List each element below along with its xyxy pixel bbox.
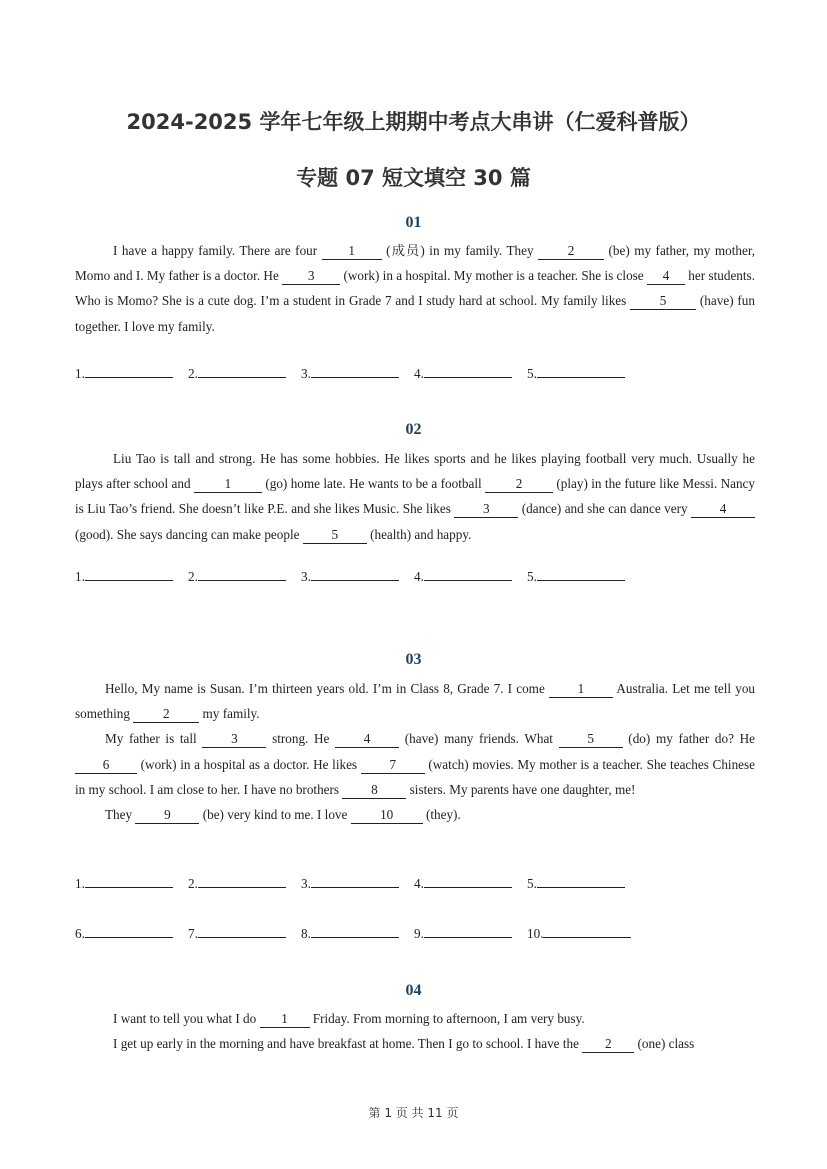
- answer-slot[interactable]: 5.: [527, 874, 640, 892]
- blank[interactable]: 2: [485, 476, 553, 493]
- answer-slot[interactable]: 6.: [75, 924, 188, 942]
- passage-paragraph: I have a happy family. There are four 1 (成员) in my family. They 2 (be) my father, my mother, Momo and I. My father is a doctor. He 3 (work) in a hospital. My mother is a teacher. She is close 4 her students. Who is Momo? She is a cute dog. I’m a student in Grade 7 and I study hard at school. My family likes 5 (have) fun together. I love my family.: [75, 243, 756, 334]
- blank[interactable]: 4: [647, 268, 685, 285]
- passage: [75, 676, 755, 827]
- blank[interactable]: 4: [335, 731, 399, 748]
- blank[interactable]: 10: [351, 807, 423, 824]
- answer-slot[interactable]: 1.: [75, 567, 188, 585]
- answer-slot[interactable]: 2.: [188, 567, 301, 585]
- answer-slot[interactable]: 4.: [414, 364, 527, 382]
- passage-paragraph: I want to tell you what I do 1 Friday. From morning to afternoon, I am very busy.: [113, 1011, 585, 1026]
- answer-slot[interactable]: 9.: [414, 924, 527, 942]
- answer-slot[interactable]: 5.: [527, 364, 640, 382]
- blank[interactable]: 2: [582, 1036, 634, 1053]
- section-number: 01: [405, 214, 422, 231]
- answer-row: [75, 924, 640, 942]
- answer-slot[interactable]: 10.: [527, 924, 640, 942]
- blank[interactable]: 3: [454, 501, 518, 518]
- blank[interactable]: 3: [202, 731, 266, 748]
- blank[interactable]: 1: [322, 243, 382, 260]
- blank[interactable]: 7: [361, 757, 425, 774]
- passage-paragraph: I get up early in the morning and have breakfast at home. Then I go to school. I have the 2 (one) class: [113, 1036, 695, 1052]
- page-footer: 第 1 页 共 11 页: [368, 1106, 459, 1120]
- passage: [75, 446, 755, 547]
- blank[interactable]: 3: [282, 268, 340, 285]
- blank[interactable]: 6: [75, 757, 137, 774]
- section-number: 04: [405, 982, 422, 999]
- blank[interactable]: 1: [260, 1011, 310, 1028]
- document-subtitle: 专题 07 短文填空 30 篇: [296, 166, 531, 190]
- blank[interactable]: 8: [342, 782, 406, 799]
- passage-paragraph: Liu Tao is tall and strong. He has some hobbies. He likes sports and he likes playing football very much. Usually he plays after school and 1 (go) home late. He wants to be a football 2 (play) in the future like Messi. Nancy is Liu Tao’s friend. She doesn’t like P.E. and she likes Music. She likes 3 (dance) and she can dance very 4 (good). She says dancing can make people 5 (health) and happy.: [75, 451, 755, 542]
- answer-slot[interactable]: 3.: [301, 567, 414, 585]
- answer-row: [75, 567, 640, 585]
- section-number: 02: [405, 421, 422, 438]
- answer-slot[interactable]: 7.: [188, 924, 301, 942]
- answer-slot[interactable]: 1.: [75, 874, 188, 892]
- passage: [75, 1006, 755, 1056]
- blank[interactable]: 5: [630, 293, 696, 310]
- answer-slot[interactable]: 2.: [188, 364, 301, 382]
- answer-slot[interactable]: 3.: [301, 874, 414, 892]
- passage-paragraph: Hello, My name is Susan. I’m thirteen years old. I’m in Class 8, Grade 7. I come 1 Australia. Let me tell you something 2 my family.: [75, 681, 756, 722]
- answer-slot[interactable]: 4.: [414, 874, 527, 892]
- answer-slot[interactable]: 2.: [188, 874, 301, 892]
- passage-paragraph: They 9 (be) very kind to me. I love 10 (they).: [105, 807, 461, 823]
- blank[interactable]: 1: [194, 476, 262, 493]
- blank[interactable]: 5: [559, 731, 623, 748]
- document-title: 2024-2025 学年七年级上期期中考点大串讲（仁爱科普版）: [126, 110, 701, 134]
- blank[interactable]: 2: [133, 706, 199, 723]
- blank[interactable]: 4: [691, 501, 755, 518]
- answer-row: [75, 364, 640, 382]
- blank[interactable]: 1: [549, 681, 613, 698]
- answer-slot[interactable]: 8.: [301, 924, 414, 942]
- answer-slot[interactable]: 5.: [527, 567, 640, 585]
- blank[interactable]: 9: [135, 807, 199, 824]
- blank[interactable]: 2: [538, 243, 604, 260]
- section-number: 03: [405, 651, 422, 668]
- answer-slot[interactable]: 1.: [75, 364, 188, 382]
- blank[interactable]: 5: [303, 527, 367, 544]
- answer-slot[interactable]: 3.: [301, 364, 414, 382]
- answer-row: [75, 874, 640, 892]
- passage-paragraph: My father is tall 3 strong. He 4 (have) many friends. What 5 (do) my father do? He 6 (work) in a hospital as a doctor. He likes 7 (watch) movies. My mother is a teacher. She teaches Chinese in my school. I am close to her. I have no brothers 8 sisters. My parents have one daughter, me!: [75, 731, 756, 797]
- passage: [75, 238, 755, 339]
- answer-slot[interactable]: 4.: [414, 567, 527, 585]
